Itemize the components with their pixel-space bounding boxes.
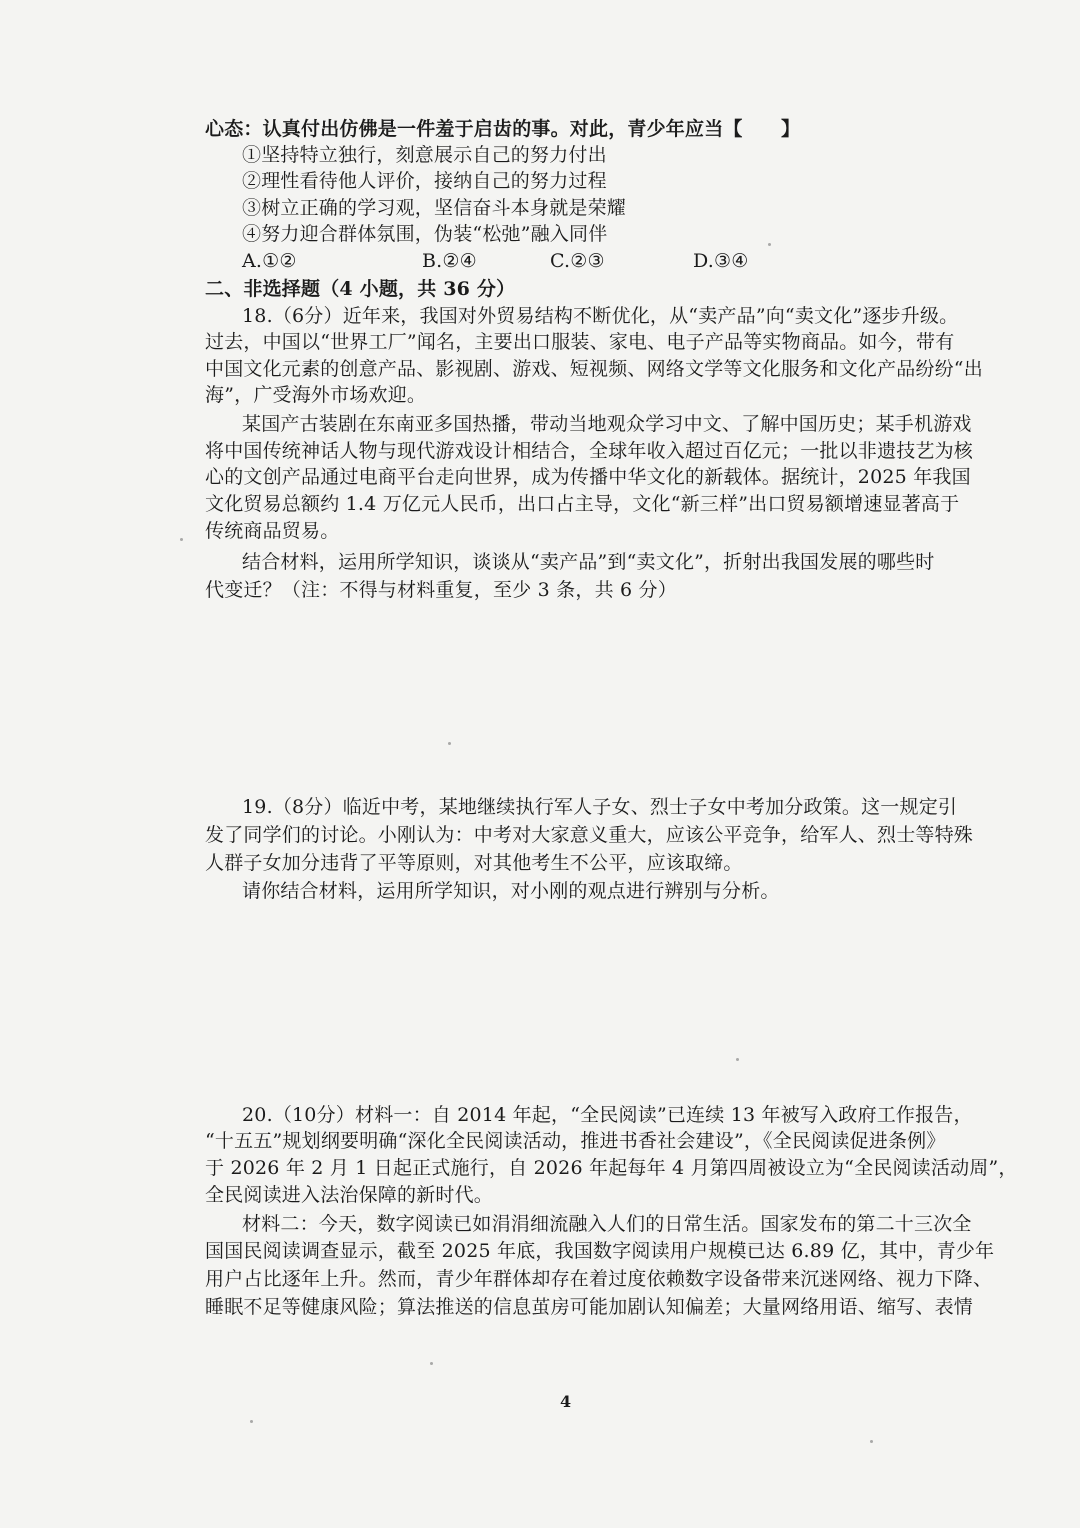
q17-stem-tail: 心态：认真付出仿佛是一件羞于启齿的事。对此，青少年应当【 】	[205, 118, 801, 140]
q17-item-3: ③树立正确的学习观，坚信奋斗本身就是荣耀	[242, 197, 627, 219]
q19-line-1: 19.（8分）临近中考，某地继续执行军人子女、烈士子女中考加分政策。这一规定引	[242, 796, 958, 818]
scan-speck	[250, 1420, 253, 1423]
q17-option-a[interactable]: A.①②	[242, 250, 297, 272]
q18-line-8: 文化贸易总额约 1.4 万亿元人民币，出口占主导，文化“新三样”出口贸易额增速显著高于	[205, 493, 960, 515]
q19-line-3: 人群子女加分违背了平等原则，对其他考生不公平，应该取缔。	[205, 852, 743, 874]
section-title: 二、非选择题（4 小题，共 36 分）	[205, 278, 516, 300]
scan-speck	[180, 538, 183, 541]
q18-line-9: 传统商品贸易。	[205, 520, 340, 542]
q17-option-c[interactable]: C.②③	[550, 250, 605, 272]
q20-line-8: 睡眠不足等健康风险；算法推送的信息茧房可能加剧认知偏差；大量网络用语、缩写、表情	[205, 1296, 974, 1318]
q18-line-10: 结合材料，运用所学知识，谈谈从“卖产品”到“卖文化”，折射出我国发展的哪些时	[242, 551, 935, 573]
scan-speck	[870, 1440, 873, 1443]
q18-line-5: 某国产古装剧在东南亚多国热播，带动当地观众学习中文、了解中国历史；某手机游戏	[242, 413, 972, 435]
scan-speck	[736, 1058, 739, 1061]
q20-line-2: “十五五”规划纲要明确“深化全民阅读活动，推进书香社会建设”，《全民阅读促进条例》	[205, 1130, 946, 1152]
q18-line-4: 海”，广受海外市场欢迎。	[205, 384, 427, 406]
q20-line-4: 全民阅读进入法治保障的新时代。	[205, 1184, 494, 1206]
q17-option-b[interactable]: B.②④	[422, 250, 477, 272]
q20-line-7: 用户占比逐年上升。然而，青少年群体却存在着过度依赖数字设备带来沉迷网络、视力下降、	[205, 1268, 993, 1290]
q19-answer-area[interactable]	[205, 912, 945, 1092]
q19-line-4: 请你结合材料，运用所学知识，对小刚的观点进行辨别与分析。	[242, 880, 780, 902]
scan-speck	[430, 1362, 433, 1365]
q18-line-7: 心的文创产品通过电商平台走向世界，成为传播中华文化的新载体。据统计，2025 年我国	[205, 466, 971, 488]
q17-option-d[interactable]: D.③④	[693, 250, 749, 272]
q18-line-1: 18.（6分）近年来，我国对外贸易结构不断优化，从“卖产品”向“卖文化”逐步升级。	[242, 305, 959, 327]
q20-line-3: 于 2026 年 2 月 1 日起正式施行，自 2026 年起每年 4 月第四周被设立为“全民阅读活动周”，	[205, 1157, 1018, 1179]
q20-line-6: 国国民阅读调查显示，截至 2025 年底，我国数字阅读用户规模已达 6.89 亿，其中，青少年	[205, 1240, 995, 1262]
q17-item-1: ①坚持特立独行，刻意展示自己的努力付出	[242, 144, 607, 166]
q18-line-11: 代变迁？（注：不得与材料重复，至少 3 条，共 6 分）	[205, 579, 677, 601]
q20-line-5: 材料二：今天，数字阅读已如涓涓细流融入人们的日常生活。国家发布的第二十三次全	[242, 1213, 972, 1235]
q18-line-6: 将中国传统神话人物与现代游戏设计相结合，全球年收入超过百亿元；一批以非遗技艺为核	[205, 440, 974, 462]
q18-line-2: 过去，中国以“世界工厂”闻名，主要出口服装、家电、电子产品等实物商品。如今，带有	[205, 331, 955, 353]
q19-line-2: 发了同学们的讨论。小刚认为：中考对大家意义重大，应该公平竞争，给军人、烈士等特殊	[205, 824, 974, 846]
q17-item-4: ④努力迎合群体氛围，伪装“松弛”融入同伴	[242, 223, 608, 245]
q18-line-3: 中国文化元素的创意产品、影视剧、游戏、短视频、网络文学等文化服务和文化产品纷纷“出	[205, 358, 983, 380]
scan-speck	[448, 742, 451, 745]
q17-item-2: ②理性看待他人评价，接纳自己的努力过程	[242, 170, 607, 192]
page-number: 4	[560, 1392, 572, 1411]
q18-answer-area[interactable]	[205, 612, 945, 782]
q20-line-1: 20.（10分）材料一：自 2014 年起，“全民阅读”已连续 13 年被写入政府工作报告，	[242, 1104, 973, 1126]
scan-speck	[768, 243, 771, 246]
